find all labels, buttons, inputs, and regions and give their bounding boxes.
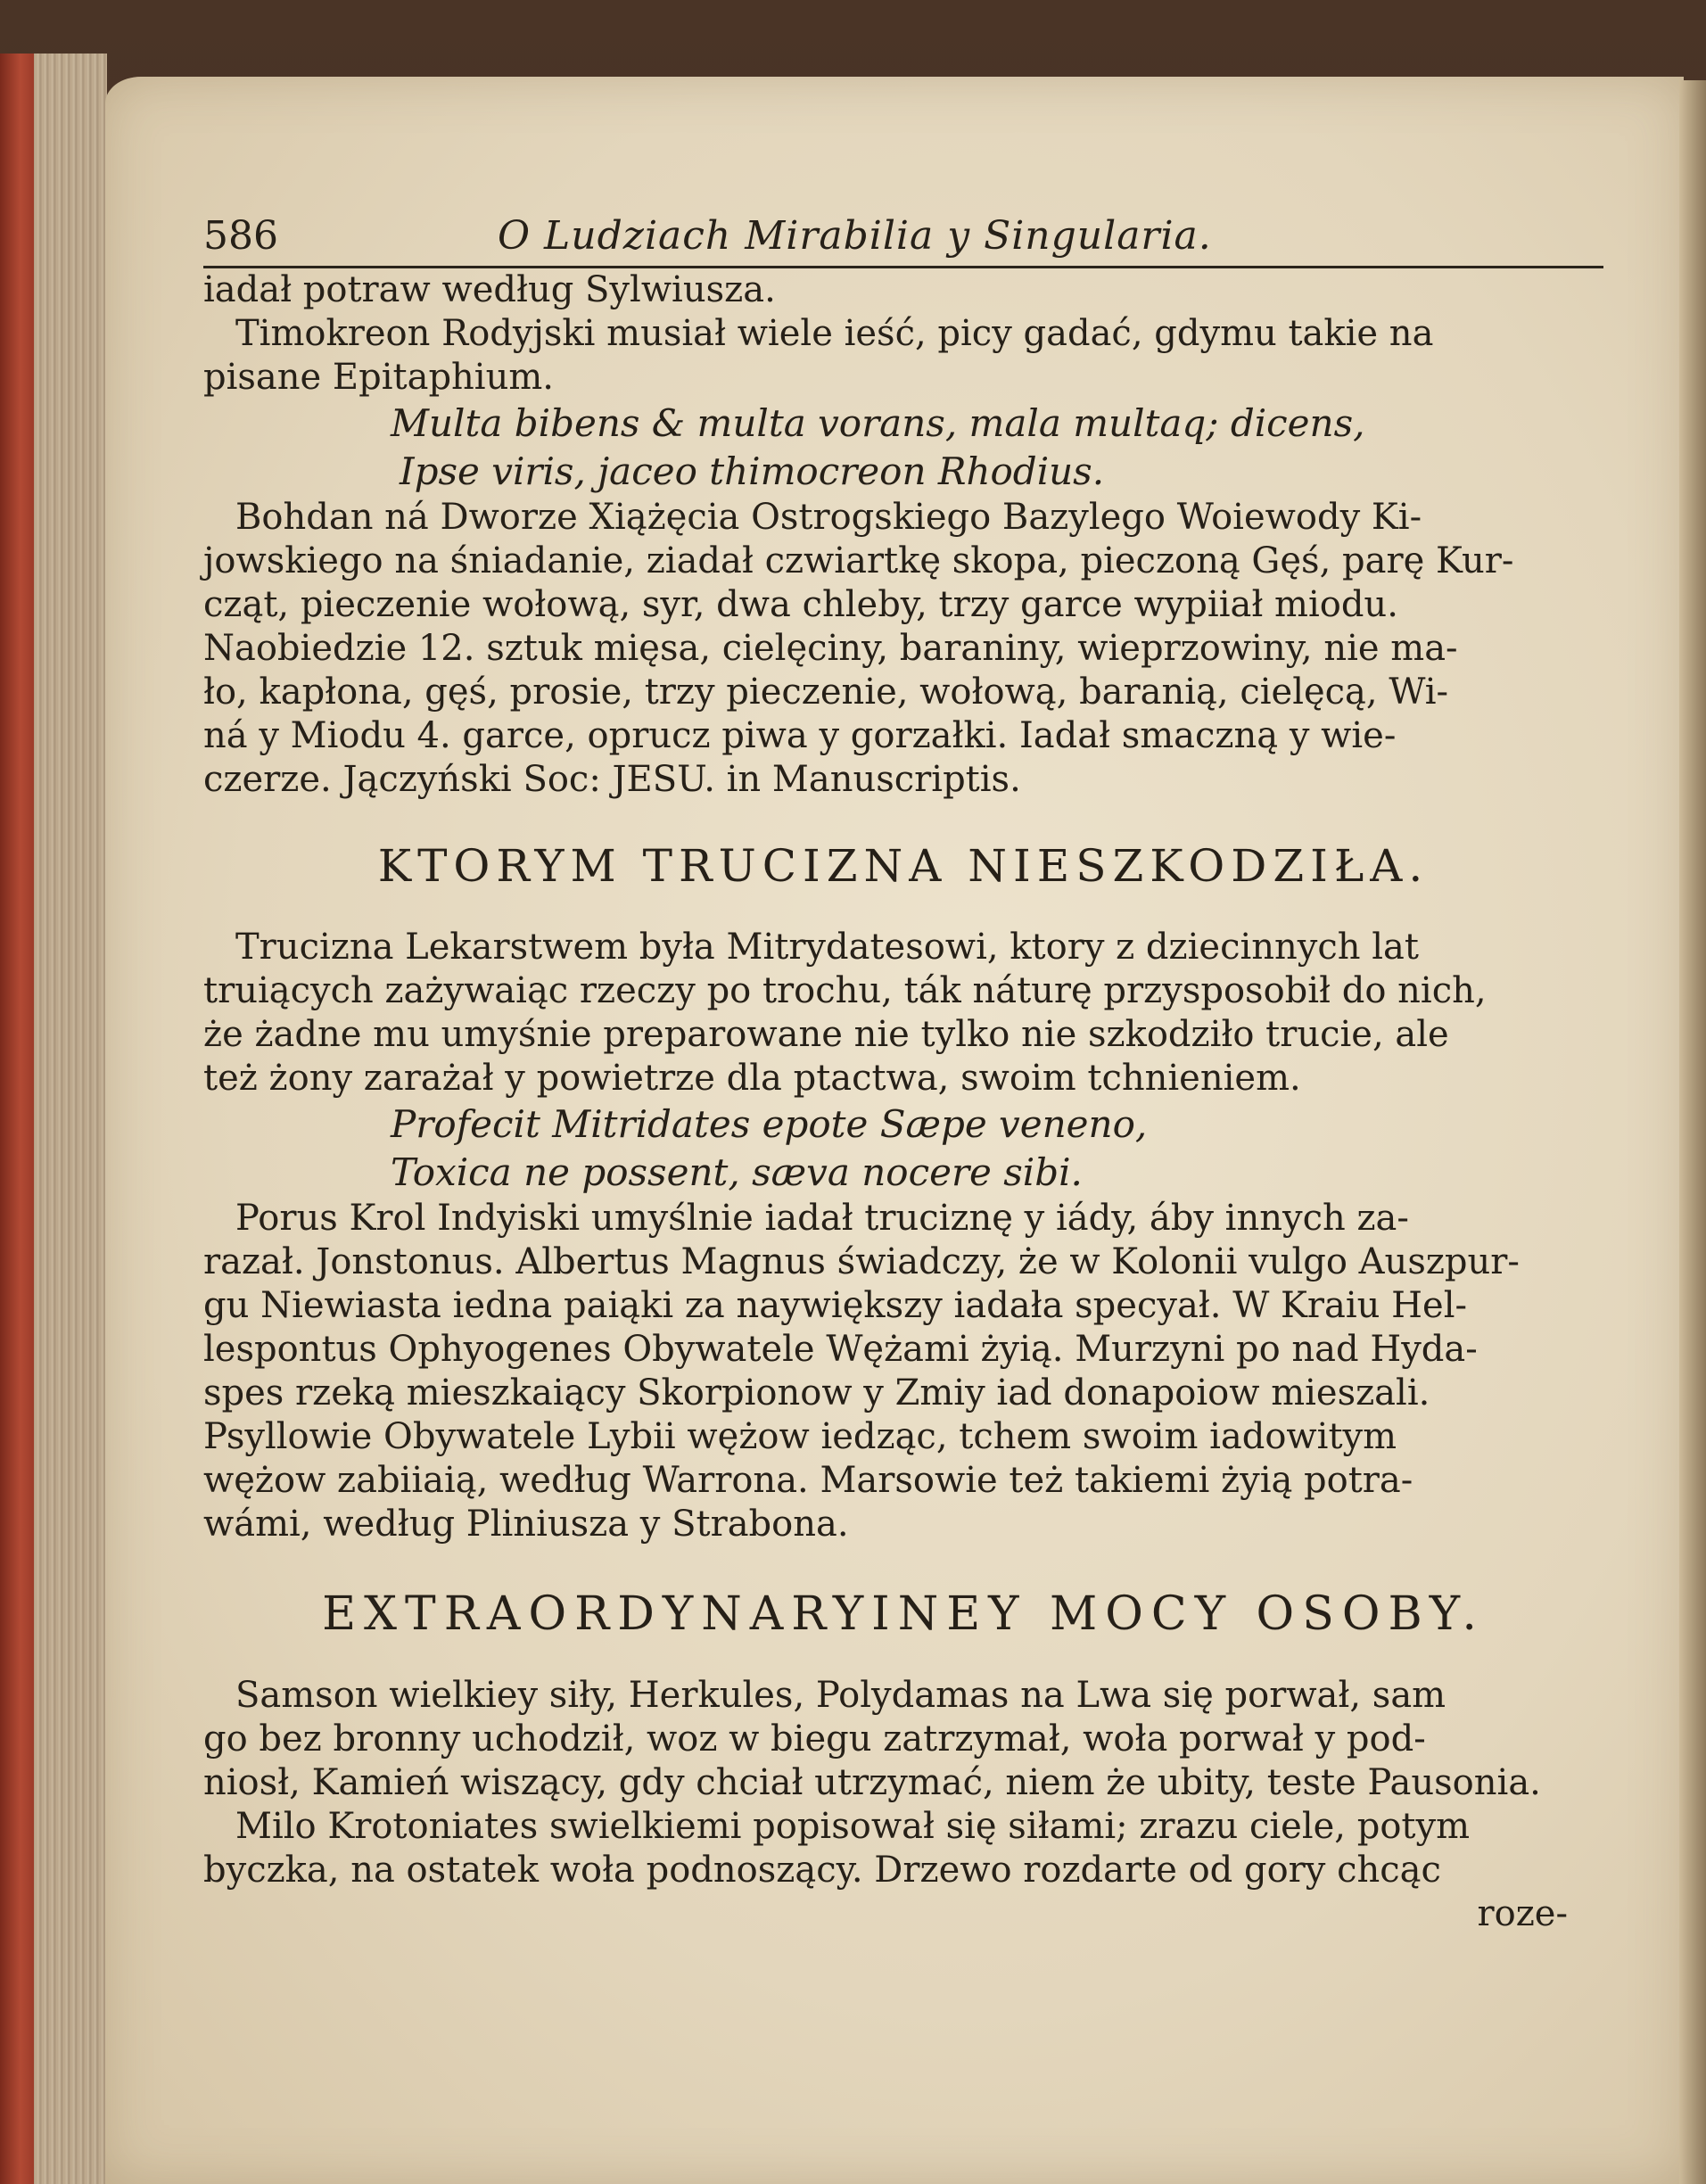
text-line: Psyllowie Obywatele Lybii wężow iedząc, tchem swoim iadowitym	[203, 1416, 1397, 1457]
section-poison	[203, 926, 1603, 1546]
verse-line: Toxica ne possent, sæva nocere sibi.	[391, 1150, 1083, 1194]
section-heading: KTORYM TRUCIZNA NIESZKODZIŁA.	[377, 840, 1430, 892]
text-line: cząt, pieczenie wołową, syr, dwa chleby, trzy garce wypiiał miodu.	[203, 584, 1398, 625]
text-line: jowskiego na śniadanie, ziadał czwiartkę skopa, pieczoną Gęś, parę Kur-	[203, 540, 1514, 581]
text-line: lespontus Ophyogenes Obywatele Wężami żyią. Murzyni po nad Hyda-	[203, 1329, 1478, 1370]
text-line: truiących zażywaiąc rzeczy po trochu, ták náturę przysposobił do nich,	[203, 970, 1487, 1011]
text-line: Milo Krotoniates swielkiemi popisował się siłami; zrazu ciele, potym	[235, 1806, 1471, 1847]
text-line: spes rzeką mieszkaiący Skorpionow y Zmiy iad donapoiow mieszali.	[203, 1372, 1430, 1413]
text-line: razał. Jonstonus. Albertus Magnus świadczy, że w Kolonii vulgo Auszpur-	[203, 1241, 1520, 1282]
text-line: Porus Krol Indyiski umyślnie iadał truciznę y iády, áby innych za-	[235, 1198, 1409, 1239]
page-number: 586	[203, 213, 278, 259]
text-line: ná y Miodu 4. garce, oprucz piwa y gorzałki. Iadał smaczną y wie-	[203, 715, 1397, 756]
page-gutter	[1679, 80, 1706, 2184]
text-line: iadał potraw według Sylwiusza.	[203, 269, 776, 310]
section-timokreon-bohdan	[203, 268, 1603, 802]
text-line: Naobiedzie 12. sztuk mięsa, cielęciny, baraniny, wieprzowiny, nie ma-	[203, 628, 1458, 669]
text-line: ło, kapłona, gęś, prosie, trzy pieczenie, wołową, baranią, cielęcą, Wi-	[203, 672, 1449, 713]
red-page-edge	[0, 54, 34, 2184]
section-strength	[203, 1674, 1603, 1936]
text-line: Bohdan ná Dworze Xiążęcia Ostrogskiego Bazylego Woiewody Ki-	[235, 497, 1422, 538]
verse-line: Profecit Mitridates epote Sæpe veneno,	[391, 1102, 1148, 1146]
running-title: O Ludziach Mirabilia y Singularia.	[498, 213, 1212, 259]
page-text	[203, 214, 1603, 1936]
text-line: byczka, na ostatek woła podnoszący. Drzewo rozdarte od gory chcąc	[203, 1850, 1441, 1891]
text-line: wężow zabiiaią, według Warrona. Marsowie też takiemi żyią potra-	[203, 1460, 1413, 1501]
text-line: pisane Epitaphium.	[203, 357, 555, 398]
text-line: gu Niewiasta iedna paiąki za naywiększy iadała specyał. W Kraiu Hel-	[203, 1285, 1468, 1326]
text-line: wámi, według Pliniusza y Strabona.	[203, 1504, 849, 1545]
text-line: Trucizna Lekarstwem była Mitrydatesowi, ktory z dziecinnych lat	[235, 927, 1419, 968]
text-line: że żadne mu umyśnie preparowane nie tylko nie szkodziło trucie, ale	[203, 1014, 1449, 1055]
catchword: roze-	[1477, 1893, 1568, 1934]
text-line: czerze. Jączyński Soc: JESU. in Manuscriptis.	[203, 759, 1021, 800]
text-line: też żony zarażał y powietrze dla ptactwa, swoim tchnieniem.	[203, 1058, 1301, 1099]
text-line: niosł, Kamień wiszący, gdy chciał utrzymać, niem że ubity, teste Pausonia.	[203, 1762, 1541, 1803]
section-heading: EXTRAORDYNARYINEY MOCY OSOBY.	[322, 1587, 1485, 1641]
text-line: Samson wielkiey siły, Herkules, Polydamas na Lwa się porwał, sam	[235, 1675, 1446, 1716]
verse-line: Ipse viris, jaceo thimocreon Rhodius.	[400, 449, 1105, 493]
verse-line: Multa bibens & multa vorans, mala multaq; dicens,	[391, 401, 1365, 445]
running-header	[203, 214, 1603, 268]
text-line: Timokreon Rodyjski musiał wiele ieść, picy gadać, gdymu takie na	[235, 313, 1434, 354]
text-line: go bez bronny uchodził, woz w biegu zatrzymał, woła porwał y pod-	[203, 1718, 1426, 1760]
